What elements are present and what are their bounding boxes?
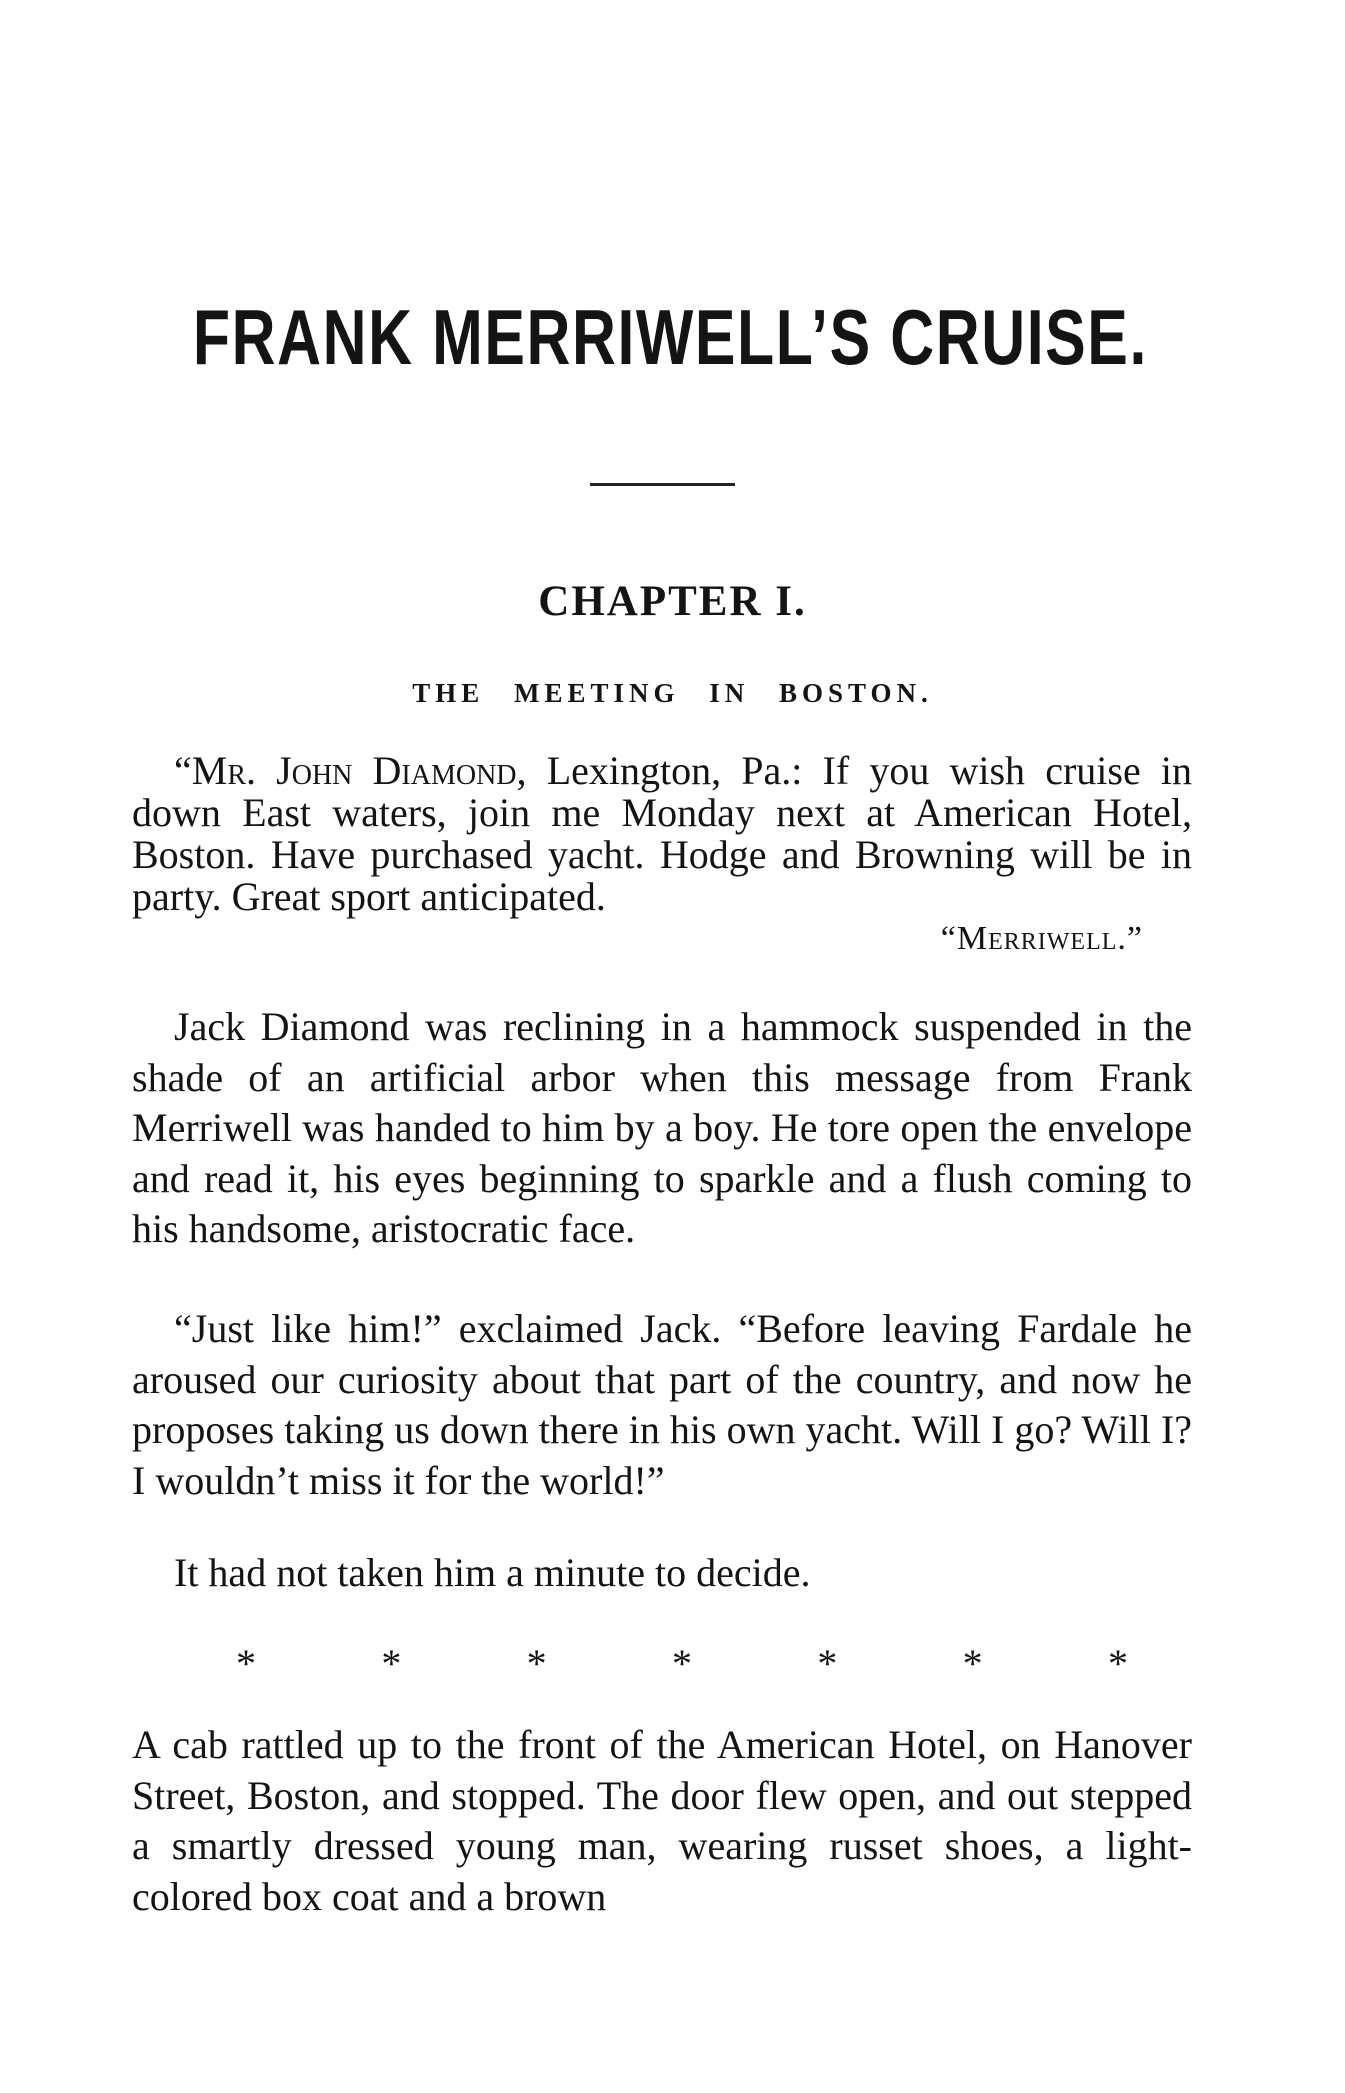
telegram-addressee: “Mr. John Diamond, bbox=[174, 748, 527, 793]
title-divider bbox=[590, 483, 735, 486]
section-break-star: * bbox=[817, 1641, 838, 1686]
section-break-star: * bbox=[381, 1641, 402, 1686]
chapter-title: THE MEETING IN BOSTON. bbox=[412, 678, 933, 708]
section-break-star: * bbox=[671, 1641, 692, 1686]
paragraph-3: It had not taken him a minute to decide. bbox=[174, 1550, 811, 1595]
paragraph-1: Jack Diamond was reclining in a hammock suspended in the shade of an artificial arbor when this message from Frank Merriwell was handed to him by a boy. He tore open the envelope and read it, his eyes beginning to sparkle and a flush coming to his handsome, aristocratic face. bbox=[132, 1004, 1192, 1251]
section-break-star: * bbox=[526, 1641, 547, 1686]
telegram-signature: “Merriwell.” bbox=[940, 920, 1143, 957]
section-break-star: * bbox=[1107, 1641, 1128, 1686]
book-title: FRANK MERRIWELL’S CRUISE. bbox=[192, 293, 1148, 381]
telegram-body: Lexington, Pa.: If you wish cruise in down East waters, join me Monday next at American Hotel, Boston. Have purchased yacht. Hodge and Browning will be in party. Great sport anticipated. bbox=[132, 748, 1192, 919]
section-break-star: * bbox=[236, 1641, 256, 1686]
paragraph-4: A cab rattled up to the front of the American Hotel, on Hanover Street, Boston, and stopped. The door flew open, and out stepped a smartly dressed young man, wearing russet shoes, a light-colored box coat and a brown bbox=[132, 1722, 1192, 1919]
telegram-message bbox=[132, 750, 1192, 918]
paragraph-2: “Just like him!” exclaimed Jack. “Before leaving Fardale he aroused our curiosity about that part of the country, and now he proposes taking us down there in his own yacht. Will I go? Will I? I wouldn’t miss it for the world!” bbox=[132, 1306, 1192, 1503]
chapter-number: CHAPTER I. bbox=[538, 578, 807, 625]
section-break bbox=[232, 1640, 1132, 1687]
section-break-star: * bbox=[962, 1641, 983, 1686]
